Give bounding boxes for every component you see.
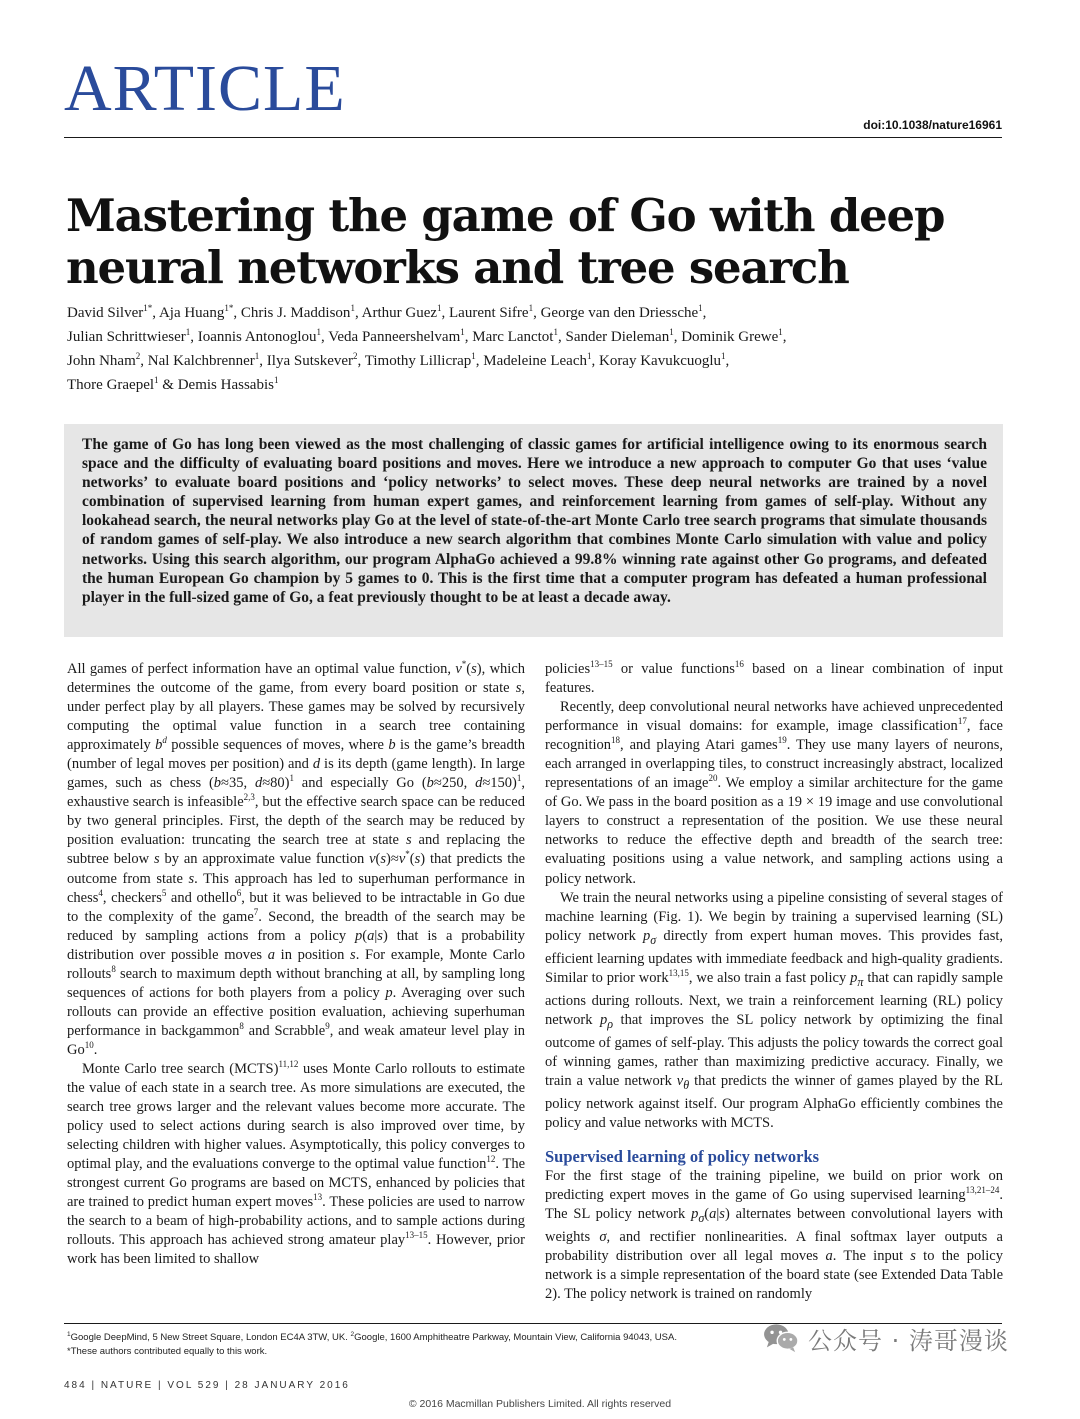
author-name: Ioannis Antonoglou (197, 329, 317, 345)
abstract-box (64, 424, 1003, 637)
author-affiliation: 2 (353, 351, 358, 361)
author-affiliation: 1 (528, 303, 534, 313)
author-affiliation: 1* (143, 303, 153, 313)
header-rule (64, 137, 1002, 138)
author-affiliation: 1 (669, 327, 674, 337)
author-name: George van den Driessche (540, 305, 699, 321)
author-name: Chris J. Maddison (240, 305, 351, 321)
body-paragraph: Recently, deep convolutional neural networks have achieved unprecedented performance in visual domains: for example, image classification$^{17}$, face recognition$^{18}$, and playing Atari games$^{19}$. They use many layers of neurons, each arranged in overlapping tiles, to construct increasingly abstract, localized representations of an image$^{20}$. We employ a similar architecture for the game of Go. We pass in the board position as a 19 × 19 image and use convolutional layers to construct a representation of the position. We use these neural networks to reduce the effective depth and breadth of the search tree: evaluating positions using a value network, and sampling actions using a policy network. (545, 699, 1004, 887)
author-affiliation: 1 (721, 351, 726, 361)
doi-link[interactable]: doi:10.1038/nature16961 (863, 118, 1002, 132)
copyright-notice: © 2016 Macmillan Publishers Limited. All rights reserved (408, 1398, 672, 1410)
author-name: Veda Panneershelvam (328, 329, 461, 345)
abstract-text: The game of Go has long been viewed as the most challenging of classic games for artificial intelligence owing to its enormous search space and the difficulty of evaluating board positions and moves. Here we introduce a new approach to computer Go that uses ‘value networks’ to evaluate board positions and ‘policy networks’ to select moves. These deep neural networks are trained by a novel combination of supervised learning from human expert games, and reinforcement learning from games of self-play. Without any lookahead search, the neural networks play Go at the level of state-of-the-art Monte Carlo tree search programs that simulate thousands of random games of self-play. We also introduce a new search algorithm that combines Monte Carlo simulation with value and policy networks. Using this search algorithm, our program AlphaGo achieved a 99.8% winning rate against other Go programs, and defeated the human European Go champion by 5 games to 0. This is the first time that a computer program has defeated a human professional player in the full-sized game of Go, a feat previously thought to be at least a decade away. (82, 436, 987, 606)
author-affiliation: 1 (698, 303, 703, 313)
body-paragraph: All games of perfect information have an optimal value function, v*(s), which determines the outcome of the game, from every board position or state s, under perfect play by all players. These games may be solved by recursively computing the optimal value function in a search tree containing approximately $b^d$ possible sequences of moves, where b is the game’s breadth (number of legal moves per position) and d is its depth (game length). In large games, such as chess (b≈35, d≈80)$^1$ and especially Go (b≈250, d≈150)$^1$, exhaustive search is infeasible$^{2,3}$, but the effective search space can be reduced by two general principles. First, the depth of the search may be reduced by position evaluation: truncating the search tree at state s and replacing the subtree below s by an approximate value function v(s)≈v*(s) that predicts the outcome from state s. This approach has led to superhuman performance in chess$^4$, checkers$^5$ and othello$^6$, but it was believed to be intractable in Go due to the complexity of the game$^7$. Second, the breadth of the search may be reduced by sampling actions from a policy p(a|s) that is a probability distribution over possible moves a in position s. For example, Monte Carlo rollouts$^8$ search to maximum depth without branching at all, by sampling long sequences of actions for both players from a policy p. Averaging over such rollouts can provide an effective position evaluation, achieving superhuman performance in backgammon$^8$ and Scrabble$^9$, and weak amateur level play in Go$^{10}$. (67, 659, 526, 1058)
body-paragraph: policies$^{13-15}$ or value functions$^{16}$ based on a linear combination of input features. (545, 659, 1003, 697)
author-affiliation: 1 (316, 327, 321, 337)
author-name: Ilya Sutskever (266, 353, 354, 369)
watermark-text: 公众号 · 涛哥漫谈 (808, 1326, 1009, 1355)
author-affiliation: 1 (350, 303, 355, 313)
author-name: Arthur Guez (361, 305, 438, 321)
author-list: David Silver$^{1*}$, Aja Huang$^{1*}$, Chris J. Maddison$^1$, Arthur Guez$^1$, Laurent Sifre$^1$, George van den Driessche$^1$, Julian Schrittwieser$^1$, Ioannis Antonoglou$^1$, Veda Panneershelvam$^1$, Marc Lanctot$^1$, Sander Dieleman$^1$, Dominik Grewe$^1$, John Nham$^2$, Nal Kalchbrenner$^1$, Ilya Sutskever$^2$, Timothy Lillicrap$^1$, Madeleine Leach$^1$, Koray Kavukcuoglu$^1$, Thore Graepel$^1$ & Demis Hassabis$^1$ (67, 303, 787, 393)
body-column-right (545, 660, 1003, 1304)
author-affiliation: 1 (254, 351, 260, 361)
author-name: Madeleine Leach (483, 353, 587, 369)
author-affiliation: 2 (135, 351, 141, 361)
author-name: John Nham (67, 353, 136, 369)
author-affiliation: 1 (778, 327, 783, 337)
author-name: Dominik Grewe (681, 329, 779, 345)
paper-title: Mastering the game of Go with deep neural networks and tree search (66, 189, 945, 294)
section-heading: Supervised learning of policy networks (545, 1146, 820, 1166)
author-affiliation: 1 (553, 327, 558, 337)
body-paragraph: Monte Carlo tree search (MCTS)$^{11,12}$ uses Monte Carlo rollouts to estimate the value of each state in a search tree. As more simulations are executed, the search tree grows larger and the relevant values become more accurate. The policy used to select actions during search is also improved over time, by selecting children with higher values. Asymptotically, this policy converges to optimal play, and the evaluations converge to the optimal value function$^{12}$. The strongest current Go programs are based on MCTS, enhanced by policies that are trained to predict human expert moves$^{13}$. These policies are used to narrow the search to a beam of high-probability actions, and to sample actions during rollouts. This approach has achieved strong amateur play$^{13-15}$. However, prior work has been limited to shallow (67, 1059, 526, 1268)
author-affiliation: 1 (154, 375, 159, 385)
author-affiliation: 1 (273, 375, 279, 385)
author-name: Thore Graepel (67, 377, 155, 393)
author-affiliation: 1 (586, 351, 592, 361)
page-footer: 484 | NATURE | VOL 529 | 28 JANUARY 2016 (64, 1380, 350, 1391)
author-affiliation: 1 (460, 327, 465, 337)
author-name: Nal Kalchbrenner (147, 353, 255, 369)
body-column-left (67, 660, 525, 1270)
author-name: Sander Dieleman (565, 329, 670, 345)
author-name: Koray Kavukcuoglu (598, 353, 722, 369)
author-name: Aja Huang (158, 305, 225, 321)
author-affiliation: 1 (437, 303, 442, 313)
body-paragraph: For the first stage of the training pipeline, we build on prior work on predicting expert moves in the game of Go using supervised learning$^{13,21-24}$. The SL policy network $p_\sigma(a|s)$ alternates between convolutional layers with weights σ, and rectifier nonlinearities. A final softmax layer outputs a probability distribution over all legal moves a. The input s to the policy network is a simple representation of the board state (see Extended Data Table 2). The policy network is trained on randomly (545, 1167, 1004, 1302)
author-affiliation: 1 (185, 327, 191, 337)
wechat-icon (762, 1322, 800, 1354)
author-name: David Silver (67, 305, 144, 321)
author-affiliation: 1* (224, 303, 234, 313)
body-paragraph: We train the neural networks using a pipeline consisting of several stages of machine learning (Fig. 1). We begin by training a supervised learning (SL) policy network $p_\sigma$ directly from expert human moves. This provides fast, efficient learning updates with immediate feedback and high-quality gradients. Similar to prior work$^{13,15}$, we also train a fast policy $p_\pi$ that can rapidly sample actions during rollouts. Next, we train a reinforcement learning (RL) policy network $p_\rho$ that improves the SL policy network by optimizing the final outcome of games of self-play. This adjusts the policy towards the correct goal of winning games, rather than maximizing predictive accuracy. Finally, we train a value network $v_\theta$ that predicts the winner of games played by the RL policy network against itself. Our program AlphaGo efficiently combines the policy and value networks with MCTS. (545, 889, 1003, 1131)
author-name: Demis Hassabis (177, 377, 274, 393)
affiliations-note: $^1$Google DeepMind, 5 New Street Square, London EC4A 3TW, UK. $^2$Google, 1600 Amphitheatre Parkway, Mountain View, California 94043, USA. (67, 1331, 677, 1344)
watermark (762, 1318, 1009, 1358)
author-name: Julian Schrittwieser (67, 329, 186, 345)
equal-contribution-note: *These authors contributed equally to this work. (67, 1346, 268, 1358)
author-affiliation: 1 (471, 351, 476, 361)
article-label: ARTICLE (64, 52, 346, 125)
author-name: Marc Lanctot (472, 329, 554, 345)
author-name: Timothy Lillicrap (364, 353, 472, 369)
author-name: Laurent Sifre (449, 305, 529, 321)
